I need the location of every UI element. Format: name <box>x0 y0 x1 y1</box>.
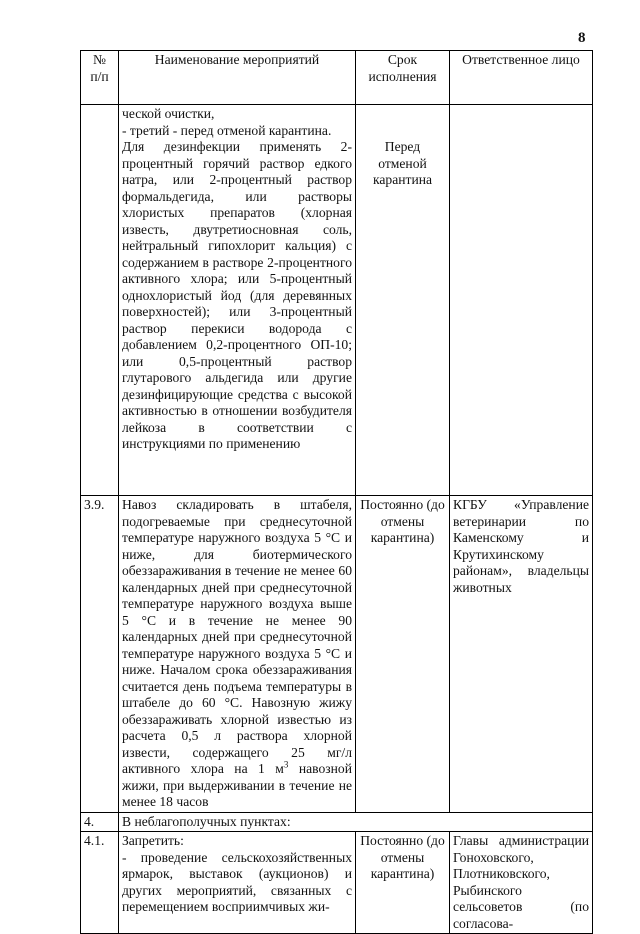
measures-table <box>80 50 593 934</box>
table-row <box>81 105 593 496</box>
row-term: Постоянно (до отмены карантина) <box>356 832 450 934</box>
table-row <box>81 832 593 934</box>
row-term: Перед отменой карантина <box>356 105 450 496</box>
page-number: 8 <box>578 30 586 46</box>
header-responsible: Ответственное лицо <box>450 51 593 105</box>
header-name: Наименование мероприятий <box>119 51 356 105</box>
row-number: 4. <box>81 812 119 832</box>
table-row <box>81 812 593 832</box>
row-number <box>81 105 119 496</box>
row-measure: ческой очистки, - третий - перед отменой карантина. Для дезинфекции применять 2-процентный горячий раствор едкого натра, или 2-процентный раствор формальдегида, или растворы хлористых препаратов (хлорная известь, двутретиосновная соль, нейтральный гипохлорит кальция) с содержанием в растворе 2-процентного активного хлора; или 5-процентный однохлористый йод (для деревянных поверхностей); или 3-процентный раствор перекиси водорода с добавлением 0,2-процентного ОП-10; или 0,5-процентный раствор глутарового альдегида или другие дезинфицирующие средства с высокой активностью в отношении возбудителя лейкоза в соответствии с инструкциями по применению <box>119 105 356 496</box>
header-term: Срок исполнения <box>356 51 450 105</box>
row-measure <box>119 496 356 813</box>
table-header-row <box>81 51 593 105</box>
row-measure: Запретить: - проведение сельскохозяйственных ярмарок, выставок (аукционов) и других мероприятий, связанных с перемещением восприимчивых жи- <box>119 832 356 934</box>
superscript-3: 3 <box>283 759 289 770</box>
row-section-title: В неблагополучных пунктах: <box>119 812 593 832</box>
row-responsible: КГБУ «Управление ветеринарии по Каменскому и Крутихинскому районам», владельцы животных <box>450 496 593 813</box>
row-responsible: Главы администрации Гоноховского, Плотниковского, Рыбинского сельсоветов (по согласова- <box>450 832 593 934</box>
row-measure-text: Навоз складировать в штабеля, подогреваемые при среднесуточной температуре наружного воздуха 5 °С и ниже, для биотермического обеззараживания в течение не менее 60 календарных дней при среднесуточной температуре наружного воздуха выше 5 °С и в течение не менее 90 календарных дней при среднесуточной температуре наружного воздуха 5 °С и ниже. Началом срока обеззараживания считается день подъема температуры в штабеле до 60 °С. Навозную жижу обеззараживать хлорной известью из расчета 0,5 л раствора хлорной извести, содержащего 25 мг/л активного хлора на 1 м <box>122 497 352 776</box>
header-num: № п/п <box>81 51 119 105</box>
row-responsible <box>450 105 593 496</box>
row-number: 4.1. <box>81 832 119 934</box>
table-row <box>81 496 593 813</box>
row-number: 3.9. <box>81 496 119 813</box>
row-measure-text-end: навозной жижи, при выдерживании в течение не менее 18 часов <box>122 761 352 809</box>
row-term: Постоянно (до отмены карантина) <box>356 496 450 813</box>
